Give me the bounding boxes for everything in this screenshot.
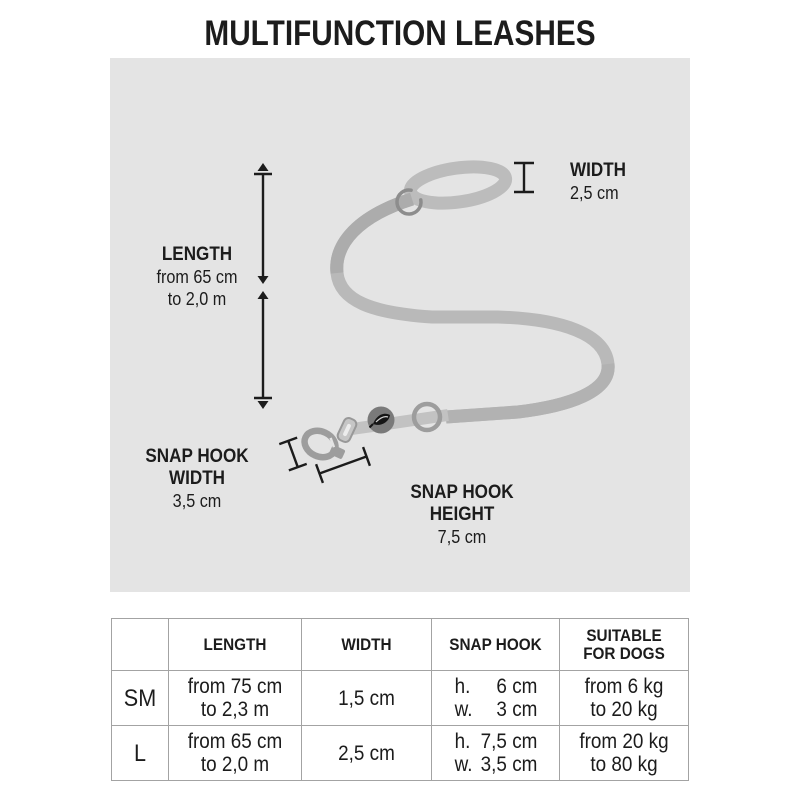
header-snap-hook [432,619,560,671]
row-sm-hook-h-label: h. [454,675,470,698]
row-sm-hook-w-value: 3 cm [495,698,537,721]
snap-hook-width-label [126,446,268,512]
table-row-sm [112,671,689,726]
header-length-text: LENGTH [203,634,267,654]
row-l-size-text: L [133,739,147,767]
snap-hook-height-title: SNAP HOOK HEIGHT [410,482,514,525]
row-l-suitable [560,726,689,781]
snap-hook-height-label [381,482,543,548]
header-width-text: WIDTH [341,634,392,654]
row-l-snap-hook [432,726,560,781]
handle-loop [408,161,508,208]
row-l-hook-h-value: 7,5 cm [480,730,537,753]
row-l-hook-h-label: h. [454,730,470,753]
row-l-width [302,726,432,781]
row-sm-length-line-2: to 2,3 m [200,698,270,721]
snap-hook-width-title-1: SNAP HOOK [145,446,249,467]
size-table-header-row [112,619,689,671]
leash-diagram-panel [110,58,690,592]
row-l-length-line-2: to 2,0 m [200,753,270,776]
width-label [570,160,678,204]
leash-strap [337,199,608,417]
header-snap-hook-text: SNAP HOOK [449,634,542,654]
row-sm-dogs-line-1: from 6 kg [584,675,664,698]
header-length [169,619,302,671]
row-l-hook-w-label: w. [454,753,472,776]
header-suitable-line-2: FOR DOGS [583,643,665,663]
row-l-dogs-line-1: from 20 kg [579,730,669,753]
length-label [126,244,268,310]
snap-hook-width-value: 3,5 cm [172,491,222,511]
row-l-dogs-line-2: to 80 kg [590,753,658,776]
row-sm-width-text: 1,5 cm [338,686,395,710]
header-width [302,619,432,671]
width-label-value: 2,5 cm [570,183,619,203]
size-table [111,618,689,781]
width-measure-icon [514,163,534,192]
length-label-value-1: from 65 cm [156,267,238,287]
row-sm-hook-h-value: 6 cm [495,675,537,698]
row-sm-size-text: SM [123,684,157,712]
row-l-length [169,726,302,781]
header-suitable-line-1: SUITABLE [586,625,662,645]
row-sm-size [112,671,169,726]
length-label-title: LENGTH [161,244,233,265]
snap-hook-height-value: 7,5 cm [437,527,487,547]
row-l-length-line-1: from 65 cm [187,730,283,753]
page-title: MULTIFUNCTION LEASHES [204,14,596,53]
row-sm-snap-hook [432,671,560,726]
table-row-l [112,726,689,781]
row-sm-suitable [560,671,689,726]
snap-hook-width-title-2: WIDTH [168,468,226,489]
leash-strap-shade-2 [446,364,608,417]
row-l-hook-w-value: 3,5 cm [480,753,537,776]
length-label-value-2: to 2,0 m [167,289,227,309]
header-suitable-for-dogs [560,619,689,671]
width-label-title: WIDTH [570,160,627,181]
row-sm-dogs-line-2: to 20 kg [590,698,658,721]
row-sm-hook-w-label: w. [454,698,472,721]
row-l-width-text: 2,5 cm [338,741,395,765]
row-sm-width [302,671,432,726]
row-l-size [112,726,169,781]
brand-logo-icon [368,407,395,434]
strap-link-icon [336,416,358,443]
header-size [112,619,169,671]
row-sm-length [169,671,302,726]
row-sm-length-line-1: from 75 cm [187,675,283,698]
